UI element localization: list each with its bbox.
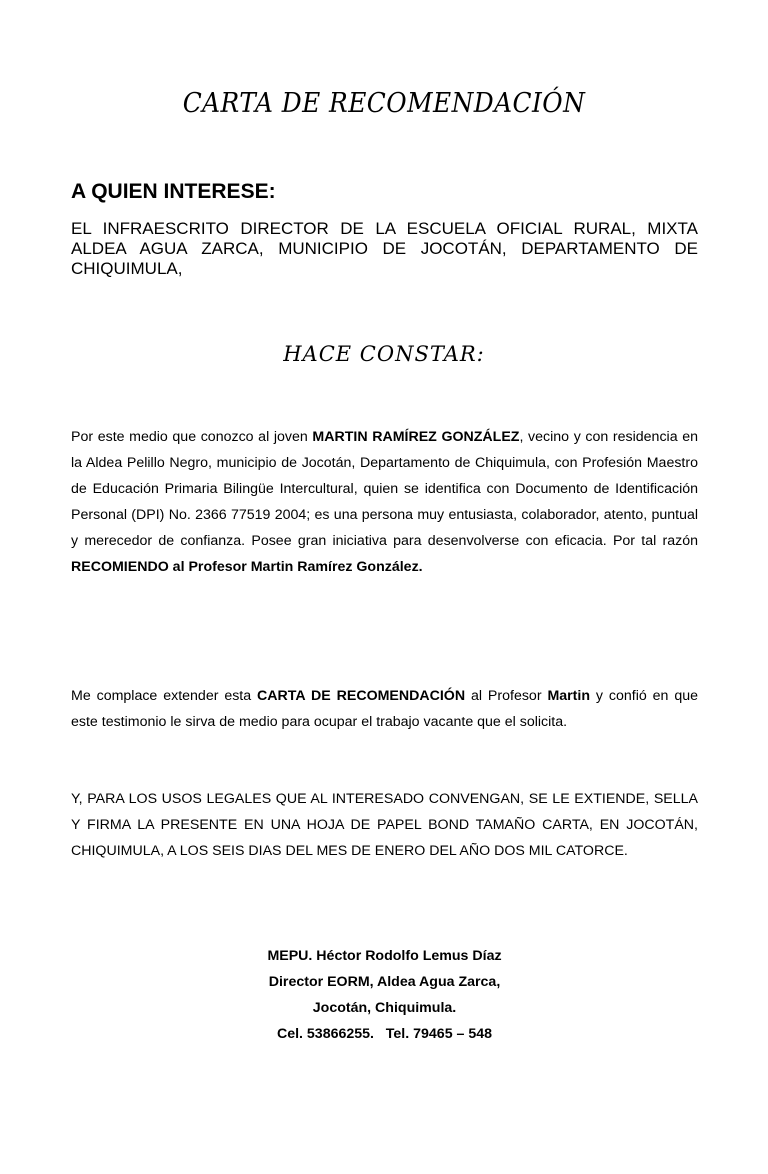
candidate-first-name: Martin [547, 688, 591, 704]
signer-position: Director EORM, Aldea Agua Zarca, [268, 974, 501, 990]
letter-type-bold: CARTA DE RECOMENDACIÓN [257, 688, 466, 704]
recommendation-paragraph [71, 424, 698, 580]
signer-name: MEPU. Héctor Rodolfo Lemus Díaz [267, 948, 502, 964]
p1-text-c: , vecino y con residencia en la Aldea Pelillo Negro, municipio de Jocotán, Departamento de Chiquimula, con Profesión Maestro de Educación Primaria Bilingüe Intercultural, quien se identifica con Documento de Identificación Personal (DPI) No. 2366 77519 2004; es una persona muy entusiasta, colaborador, atento, puntual y merecedor de confianza. Posee gran iniciativa para desenvolverse con eficacia. Por tal razón [71, 429, 698, 549]
p2-text-c: al Profesor [465, 688, 548, 704]
signature-block [0, 943, 768, 1047]
hace-constar-heading: HACE CONSTAR: [283, 342, 485, 366]
signer-contact: Cel. 53866255. Tel. 79465 – 548 [276, 1026, 493, 1042]
closing-paragraph [71, 683, 698, 735]
intro-paragraph: EL INFRAESCRITO DIRECTOR DE LA ESCUELA OFICIAL RURAL, MIXTA ALDEA AGUA ZARCA, MUNICIPIO DE JOCOTÁN, DEPARTAMENTO DE CHIQUIMULA, [71, 219, 698, 278]
p2-text-e: y confió en que este testimonio le sirva de medio para ocupar el trabajo vacante que el solicita. [71, 688, 698, 730]
signer-location: Jocotán, Chiquimula. [312, 1000, 457, 1016]
p1-text-a: Por este medio que conozco al joven [71, 429, 313, 445]
greeting: A QUIEN INTERESE: [71, 180, 276, 203]
recommendation-statement: RECOMIENDO al Profesor Martin Ramírez González. [71, 559, 423, 575]
letter-title: CARTA DE RECOMENDACIÓN [182, 88, 586, 119]
p2-text-a: Me complace extender esta [71, 688, 258, 704]
legal-paragraph: Y, PARA LOS USOS LEGALES QUE AL INTERESADO CONVENGAN, SE LE EXTIENDE, SELLA Y FIRMA LA PRESENTE EN UNA HOJA DE PAPEL BOND TAMAÑO CARTA, EN JOCOTÁN, CHIQUIMULA, A LOS SEIS DIAS DEL MES DE ENERO DEL AÑO DOS MIL CATORCE. [71, 791, 698, 859]
candidate-name: MARTIN RAMÍREZ GONZÁLEZ [312, 429, 520, 445]
